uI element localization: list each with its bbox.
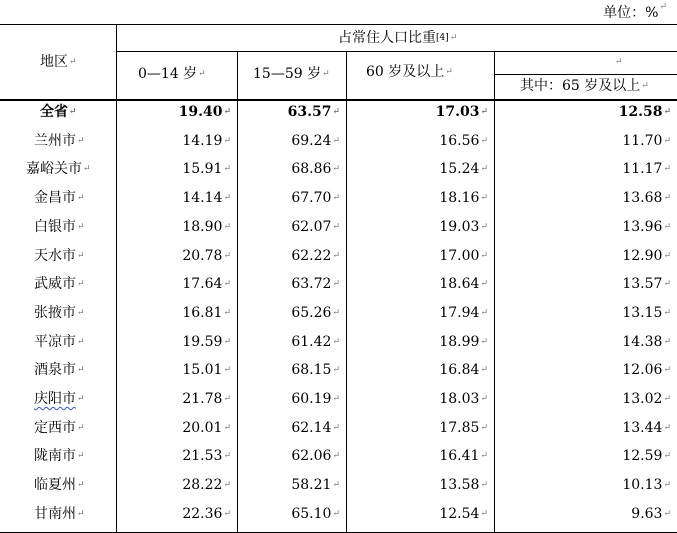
paragraph-mark-icon: ↵ (223, 135, 231, 146)
row-value-text: 19.40 (178, 104, 223, 120)
row-value-text: 13.15 (622, 304, 663, 321)
row-value-text: 68.15 (291, 362, 332, 379)
row-value-text: 20.01 (182, 419, 223, 436)
row-value-b (291, 360, 340, 380)
paragraph-mark-icon: ↵ (445, 67, 453, 77)
paragraph-mark-icon: ↵ (77, 480, 85, 491)
row-value-c (439, 303, 488, 323)
row-value-b (291, 332, 340, 352)
paragraph-mark-icon: ↵ (332, 250, 340, 261)
paragraph-mark-icon: ↵ (663, 193, 671, 204)
row-value-text: 62.22 (291, 247, 332, 264)
row-region (34, 389, 85, 409)
header-empty-mark (614, 52, 623, 72)
row-value-text: 13.58 (439, 477, 480, 494)
region-column-divider (116, 24, 117, 532)
paragraph-mark-icon: ↵ (332, 365, 340, 376)
paragraph-mark-icon: ↵ (332, 480, 340, 491)
paragraph-mark-icon: ↵ (480, 422, 488, 433)
row-region (34, 360, 85, 380)
column-divider-3 (494, 51, 495, 532)
row-value-a (182, 389, 231, 409)
paragraph-mark-icon: ↵ (663, 107, 671, 117)
paragraph-mark-icon: ↵ (480, 250, 488, 261)
row-region-text: 白银市 (34, 218, 76, 235)
column-divider-2 (346, 51, 347, 532)
paragraph-mark-icon: ↵ (480, 394, 488, 404)
row-value-c (439, 131, 488, 151)
row-value-text: 16.84 (439, 362, 480, 379)
paragraph-mark-icon: ↵ (480, 221, 488, 232)
paragraph-mark-icon: ↵ (663, 365, 671, 376)
header-region (40, 52, 77, 72)
row-value-text: 17.94 (439, 304, 480, 321)
row-region (34, 131, 85, 151)
row-value-text: 69.24 (291, 132, 332, 149)
paragraph-mark-icon: ↵ (480, 193, 488, 204)
row-region (34, 475, 85, 495)
row-value-text: 60.19 (291, 391, 332, 407)
row-value-a (182, 332, 231, 352)
row-value-d (631, 504, 671, 524)
row-value-text: 13.57 (622, 276, 663, 293)
header-col-60 (366, 62, 453, 82)
row-value-d (622, 246, 671, 266)
row-region (40, 102, 77, 122)
paragraph-mark-icon: ↵ (223, 307, 231, 318)
row-value-c (439, 332, 488, 352)
row-value-text: 15.24 (439, 161, 480, 178)
sub-header-divider (494, 74, 677, 75)
row-value-text: 14.14 (182, 190, 223, 207)
row-value-text: 11.17 (622, 161, 663, 178)
row-value-b (291, 303, 340, 323)
paragraph-mark-icon: ↵ (223, 508, 231, 519)
row-region-text: 金昌市 (34, 190, 76, 207)
header-group (338, 28, 457, 48)
paragraph-mark-icon: ↵ (480, 480, 488, 491)
header-col-15-59 (253, 64, 330, 84)
row-value-b (291, 217, 340, 237)
paragraph-mark-icon: ↵ (663, 480, 671, 491)
row-value-text: 12.06 (622, 362, 663, 379)
paragraph-mark-icon: ↵ (332, 221, 340, 232)
row-value-a (182, 446, 231, 466)
paragraph-mark-icon: ↵ (663, 394, 671, 404)
header-col-65-text: 其中：65 岁及以上 (520, 78, 641, 94)
paragraph-mark-icon: ↵ (77, 508, 85, 519)
row-value-b (291, 188, 340, 208)
paragraph-mark-icon: ↵ (223, 279, 231, 290)
column-divider-1 (237, 51, 238, 532)
row-value-text: 16.41 (439, 448, 480, 465)
paragraph-mark-icon: ↵ (480, 307, 488, 318)
row-value-b (291, 159, 340, 179)
row-value-text: 12.54 (439, 505, 480, 522)
row-value-text: 12.58 (618, 104, 663, 120)
row-region-text: 张掖市 (34, 304, 76, 321)
paragraph-mark-icon: ↵ (480, 135, 488, 146)
row-region-text: 甘南州 (34, 505, 76, 522)
row-region (34, 504, 85, 524)
row-region (34, 332, 85, 352)
row-value-text: 63.57 (287, 104, 332, 120)
paragraph-mark-icon: ↵ (332, 107, 340, 117)
row-value-d (622, 332, 671, 352)
row-value-c (439, 159, 488, 179)
row-value-b (288, 102, 340, 122)
row-value-c (439, 360, 488, 380)
paragraph-mark-icon: ↵ (223, 422, 231, 433)
paragraph-mark-icon: ↵ (615, 57, 623, 67)
row-region-text: 天水市 (34, 247, 76, 264)
row-value-text: 9.63 (631, 505, 663, 522)
header-col-0-14-text: 0—14 岁 (138, 66, 198, 82)
row-value-d (622, 159, 671, 179)
row-value-text: 62.07 (291, 218, 332, 235)
row-value-text: 18.99 (439, 333, 480, 350)
row-value-c (439, 246, 488, 266)
paragraph-mark-icon: ↵ (480, 365, 488, 376)
row-value-d (622, 418, 671, 438)
unit-label-text: 单位：% (603, 5, 659, 21)
row-value-text: 17.03 (435, 104, 480, 120)
row-value-text: 19.03 (439, 218, 480, 235)
paragraph-mark-icon: ↵ (480, 279, 488, 290)
row-region-text: 酒泉市 (34, 362, 76, 379)
row-region-text: 临夏州 (34, 477, 76, 494)
paragraph-mark-icon: ↵ (641, 81, 649, 91)
row-value-d (622, 475, 671, 495)
row-value-text: 61.42 (291, 333, 332, 350)
row-value-text: 18.03 (439, 391, 480, 407)
row-region (34, 217, 85, 237)
row-value-a (182, 504, 231, 524)
row-value-text: 22.36 (182, 505, 223, 522)
row-value-text: 65.26 (291, 304, 332, 321)
row-region (34, 418, 85, 438)
row-region-text: 平凉市 (34, 333, 76, 350)
row-region-text: 嘉峪关市 (26, 161, 82, 178)
row-value-c (439, 217, 488, 237)
row-value-text: 63.72 (291, 276, 332, 293)
row-value-text: 62.06 (291, 448, 332, 465)
row-value-c (436, 102, 488, 122)
paragraph-mark-icon: ↵ (332, 336, 340, 347)
paragraph-mark-icon: ↵ (663, 307, 671, 318)
paragraph-mark-icon: ↵ (83, 164, 91, 175)
paragraph-mark-icon: ↵ (69, 107, 77, 117)
row-value-b (291, 131, 340, 151)
row-value-a (182, 131, 231, 151)
paragraph-mark-icon: ↵ (663, 250, 671, 261)
paragraph-mark-icon: ↵ (332, 394, 340, 404)
row-region-text: 武威市 (34, 276, 76, 293)
row-value-text: 17.00 (439, 247, 480, 264)
row-value-a (182, 303, 231, 323)
row-value-text: 12.90 (622, 247, 663, 264)
row-value-text: 14.19 (182, 132, 223, 149)
paragraph-mark-icon: ↵ (77, 221, 85, 232)
row-value-text: 16.56 (439, 132, 480, 149)
row-region-text: 兰州市 (34, 132, 76, 149)
table-top-border (0, 24, 677, 25)
paragraph-mark-icon: ↵ (223, 221, 231, 232)
header-group-note: [4] (436, 33, 449, 43)
row-value-c (439, 389, 488, 409)
row-value-text: 13.68 (622, 190, 663, 207)
paragraph-mark-icon: ↵ (77, 422, 85, 433)
paragraph-mark-icon: ↵ (332, 508, 340, 519)
header-bottom-border (0, 99, 677, 101)
paragraph-mark-icon: ↵ (663, 336, 671, 347)
paragraph-mark-icon: ↵ (223, 394, 231, 404)
row-value-text: 17.64 (182, 276, 223, 293)
row-value-a (182, 274, 231, 294)
group-header-divider (116, 51, 677, 52)
row-value-d (622, 188, 671, 208)
row-value-text: 15.01 (182, 362, 223, 379)
row-value-b (291, 274, 340, 294)
unit-label (603, 2, 667, 22)
row-value-b (291, 389, 340, 409)
row-value-a (182, 418, 231, 438)
row-value-d (619, 102, 671, 122)
paragraph-mark-icon: ↵ (332, 451, 340, 462)
row-region-text: 定西市 (34, 419, 76, 436)
paragraph-mark-icon: ↵ (663, 422, 671, 433)
row-value-text: 17.85 (439, 419, 480, 436)
row-value-text: 21.53 (182, 448, 223, 465)
row-value-text: 68.86 (291, 161, 332, 178)
header-col-60-text: 60 岁及以上 (366, 64, 445, 80)
row-value-text: 58.21 (291, 477, 332, 494)
row-value-b (291, 246, 340, 266)
row-value-c (439, 188, 488, 208)
row-value-text: 12.59 (622, 448, 663, 465)
row-region-text: 全省 (40, 104, 68, 120)
header-col-0-14 (138, 64, 206, 84)
paragraph-mark-icon: ↵ (223, 107, 231, 117)
header-group-text: 占常住人口比重 (338, 30, 436, 46)
row-value-d (622, 446, 671, 466)
row-value-text: 19.59 (182, 333, 223, 350)
row-value-text: 28.22 (182, 477, 223, 494)
row-value-c (439, 418, 488, 438)
header-col-15-59-text: 15—59 岁 (253, 66, 322, 82)
paragraph-mark-icon: ↵ (663, 451, 671, 462)
row-value-b (291, 446, 340, 466)
paragraph-mark-icon: ↵ (322, 69, 330, 79)
row-value-text: 13.96 (622, 218, 663, 235)
row-value-text: 11.70 (622, 132, 663, 149)
row-value-a (182, 246, 231, 266)
row-value-text: 13.44 (622, 419, 663, 436)
row-region (26, 159, 91, 179)
paragraph-mark-icon: ↵ (663, 135, 671, 146)
row-region (34, 274, 85, 294)
row-value-text: 20.78 (182, 247, 223, 264)
row-value-text: 15.91 (182, 161, 223, 178)
paragraph-mark-icon: ↵ (77, 365, 85, 376)
paragraph-mark-icon: ↵ (77, 279, 85, 290)
row-value-d (622, 217, 671, 237)
row-region (34, 303, 85, 323)
row-value-d (622, 274, 671, 294)
paragraph-mark-icon: ↵ (332, 135, 340, 146)
row-value-text: 18.64 (439, 276, 480, 293)
header-region-text: 地区 (40, 54, 68, 70)
row-value-a (182, 159, 231, 179)
paragraph-mark-icon: ↵ (480, 164, 488, 175)
paragraph-mark-icon: ↵ (223, 164, 231, 175)
row-value-c (439, 274, 488, 294)
row-value-text: 10.13 (622, 477, 663, 494)
row-value-d (622, 389, 671, 409)
paragraph-mark-icon: ↵ (663, 164, 671, 175)
paragraph-mark-icon: ↵ (77, 250, 85, 261)
row-region (34, 446, 85, 466)
paragraph-mark-icon: ↵ (77, 135, 85, 146)
row-value-text: 14.38 (622, 333, 663, 350)
row-value-b (291, 504, 340, 524)
paragraph-mark-icon: ↵ (449, 33, 458, 43)
header-col-65 (520, 76, 649, 96)
row-value-a (179, 102, 231, 122)
paragraph-mark-icon: ↵ (659, 2, 667, 12)
row-value-text: 21.78 (182, 391, 223, 407)
row-value-text: 65.10 (291, 505, 332, 522)
paragraph-mark-icon: ↵ (332, 307, 340, 318)
row-region (34, 188, 85, 208)
row-value-text: 18.16 (439, 190, 480, 207)
row-value-b (291, 418, 340, 438)
row-value-a (182, 475, 231, 495)
paragraph-mark-icon: ↵ (223, 250, 231, 261)
paragraph-mark-icon: ↵ (77, 193, 85, 204)
row-value-d (622, 303, 671, 323)
paragraph-mark-icon: ↵ (77, 451, 85, 462)
row-value-text: 13.02 (622, 391, 663, 407)
row-value-text: 18.90 (182, 218, 223, 235)
row-value-a (182, 188, 231, 208)
paragraph-mark-icon: ↵ (480, 451, 488, 462)
paragraph-mark-icon: ↵ (77, 336, 85, 347)
paragraph-mark-icon: ↵ (332, 164, 340, 175)
paragraph-mark-icon: ↵ (198, 69, 206, 79)
paragraph-mark-icon: ↵ (663, 508, 671, 519)
paragraph-mark-icon: ↵ (480, 107, 488, 117)
row-value-d (622, 360, 671, 380)
paragraph-mark-icon: ↵ (223, 336, 231, 347)
row-region-text: 庆阳市 (34, 391, 76, 407)
row-value-text: 62.14 (291, 419, 332, 436)
paragraph-mark-icon: ↵ (663, 221, 671, 232)
row-value-d (622, 131, 671, 151)
paragraph-mark-icon: ↵ (69, 57, 77, 67)
row-value-text: 16.81 (182, 304, 223, 321)
row-value-c (439, 475, 488, 495)
row-value-a (182, 360, 231, 380)
row-value-c (439, 446, 488, 466)
row-value-a (182, 217, 231, 237)
paragraph-mark-icon: ↵ (480, 508, 488, 519)
paragraph-mark-icon: ↵ (480, 336, 488, 347)
row-value-c (439, 504, 488, 524)
paragraph-mark-icon: ↵ (223, 365, 231, 376)
paragraph-mark-icon: ↵ (223, 451, 231, 462)
paragraph-mark-icon: ↵ (223, 193, 231, 204)
paragraph-mark-icon: ↵ (77, 394, 85, 404)
row-value-text: 67.70 (291, 190, 332, 207)
paragraph-mark-icon: ↵ (332, 279, 340, 290)
paragraph-mark-icon: ↵ (332, 422, 340, 433)
paragraph-mark-icon: ↵ (663, 279, 671, 290)
paragraph-mark-icon: ↵ (223, 480, 231, 491)
row-region-text: 陇南市 (34, 448, 76, 465)
row-region (34, 246, 85, 266)
paragraph-mark-icon: ↵ (332, 193, 340, 204)
row-value-b (291, 475, 340, 495)
paragraph-mark-icon: ↵ (77, 307, 85, 318)
